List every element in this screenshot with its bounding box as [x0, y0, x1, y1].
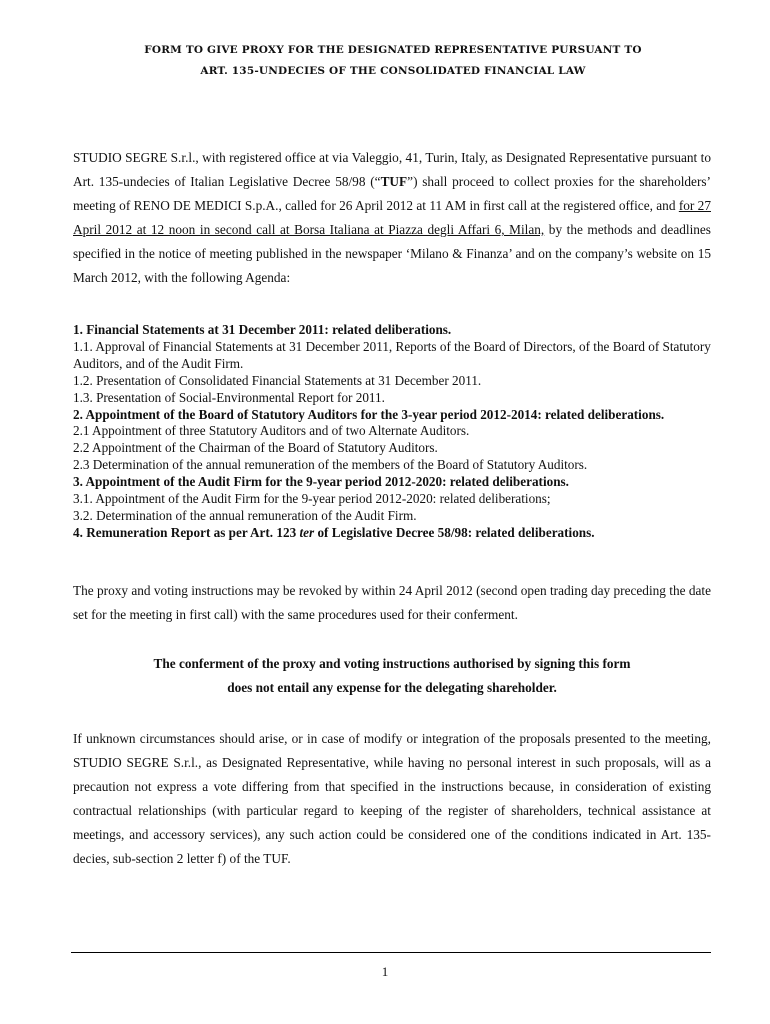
agenda-item-2-2: 2.2 Appointment of the Chairman of the Board of Statutory Auditors.	[73, 440, 438, 456]
agenda-item-4-heading	[73, 525, 718, 542]
agenda-item-4-text-b: of Legislative Decree 58/98: related deliberations.	[314, 524, 595, 540]
intro-text-1: STUDIO SEGRE S.r.l., with registered office at via Valeggio, 41, Turin, Italy, as Designated Representative pursuant to Art. 135-undecies of Italian Legislative Decree 58/98 (“	[73, 150, 711, 189]
agenda-item-3-2: 3.2. Determination of the annual remuneration of the Audit Firm.	[73, 507, 417, 523]
intro-paragraph	[73, 146, 711, 290]
expense-notice-line-2: does not entail any expense for the delegating shareholder.	[227, 680, 557, 695]
title-line-1: FORM TO GIVE PROXY FOR THE DESIGNATED REPRESENTATIVE PURSUANT TO	[144, 44, 642, 56]
agenda-item-2-heading: 2. Appointment of the Board of Statutory Auditors for the 3-year period 2012-2014: related deliberations.	[73, 406, 665, 422]
agenda-item-1-1: 1.1. Approval of Financial Statements at 31 December 2011, Reports of the Board of Directors, of the Board of Statutory Auditors, and of the Audit Firm.	[73, 338, 711, 371]
second-call-underlined: for 27 April 2012 at 12 noon in second call at Borsa Italiana at Piazza degli Affari 6, Milan,	[73, 198, 711, 237]
expense-notice-line-1: The conferment of the proxy and voting instructions authorised by signing this form	[153, 656, 631, 671]
tuf-term: TUF	[380, 174, 408, 189]
agenda-item-3-heading: 3. Appointment of the Audit Firm for the 9-year period 2012-2020: related deliberations.	[73, 474, 569, 490]
revocation-paragraph: The proxy and voting instructions may be revoked by within 24 April 2012 (second open trading day preceding the date set for the meeting in first call) with the same procedures used for their conferment.	[73, 583, 711, 622]
agenda-item-4-ter: ter	[299, 524, 315, 540]
agenda-item-1-2: 1.2. Presentation of Consolidated Financial Statements at 31 December 2011.	[73, 372, 482, 388]
intro-text-2: ”) shall proceed to collect proxies for the shareholders’ meeting of RENO DE MEDICI S.p.A., called for 26 April 2012 at 11 AM in first call at the registered office, and	[73, 174, 711, 213]
page-number: 1	[381, 964, 389, 979]
footer-divider	[71, 952, 711, 953]
document-title	[70, 40, 716, 82]
agenda-item-1-heading: 1. Financial Statements at 31 December 2011: related deliberations.	[73, 322, 452, 337]
unknown-circumstances-paragraph: If unknown circumstances should arise, or in case of modify or integration of the proposals presented to the meeting, STUDIO SEGRE S.r.l., as Designated Representative, while having no personal interest in such proposals, will as a precaution not express a vote differing from that specified in the instructions because, in consideration of existing contractual relationships (with particular regard to keeping of the register of shareholders, technical assistance at meetings, and accessory services), any such action could be considered one of the conditions indicated in Art. 135-decies, sub-section 2 letter f) of the TUF.	[73, 731, 711, 866]
agenda-item-2-3: 2.3 Determination of the annual remuneration of the members of the Board of Statutory Auditors.	[73, 457, 588, 473]
agenda-list	[73, 322, 718, 542]
expense-notice	[73, 652, 711, 700]
agenda-item-3-1: 3.1. Appointment of the Audit Firm for the 9-year period 2012-2020: related deliberations;	[73, 491, 551, 507]
agenda-item-2-1: 2.1 Appointment of three Statutory Auditors and of two Alternate Auditors.	[73, 423, 470, 439]
intro-text-3: by the methods and deadlines specified in the notice of meeting published in the newspaper ‘Milano & Finanza’ and on the company’s website on 15 March 2012, with the following Agenda:	[73, 222, 711, 285]
title-line-2: ART. 135-UNDECIES OF THE CONSOLIDATED FINANCIAL LAW	[200, 65, 586, 77]
agenda-item-4-text-a: 4. Remuneration Report as per Art. 123	[73, 524, 300, 540]
agenda-item-1-3: 1.3. Presentation of Social-Environmental Report for 2011.	[73, 389, 385, 405]
